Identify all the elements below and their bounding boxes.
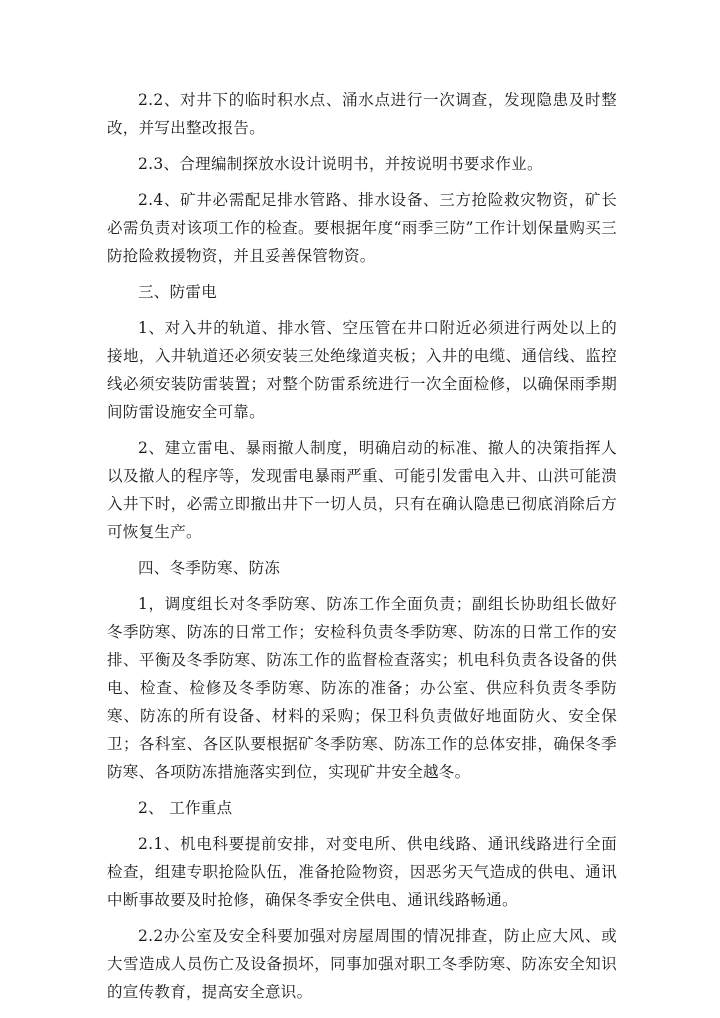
paragraph-2-2: 2.2、对井下的临时积水点、涌水点进行一次调查，发现隐患及时整改，并写出整改报告。 [107, 91, 617, 137]
paragraph-key-work-2-2: 2.2办公室及安全科要加强对房屋周围的情况排查，防止应大风、或大雪造成人员伤亡及设备损坏，同事加强对职工冬季防寒、防冻安全知识的宣传教育，提高安全意识。 [107, 927, 617, 1001]
document-body [107, 86, 617, 1014]
paragraph-lightning-2: 2、建立雷电、暴雨撤人制度，明确启动的标准、撤人的决策指挥人以及撤人的程序等，发现雷电暴雨严重、可能引发雷电入井、山洪可能溃入井下时，必需立即撤出井下一切人员，只有在确认隐患已彻底消除后方可恢复生产。 [107, 439, 617, 541]
paragraph-2-4: 2.4、矿井必需配足排水管路、排水设备、三方抢险救灾物资，矿长必需负责对该项工作的检查。要根据年度“雨季三防”工作计划保量购买三防抢险救援物资，并且妥善保管物资。 [107, 191, 617, 265]
section-heading-lightning: 三、防雷电 [138, 283, 218, 301]
subheading-key-work: 2、 工作重点 [138, 799, 233, 817]
paragraph-key-work-2-1: 2.1、机电科要提前安排，对变电所、供电线路、通讯线路进行全面检查，组建专职抢险队伍，准备抢险物资，因恶劣天气造成的供电、通讯中断事故要及时抢修，确保冬季安全供电、通讯线路畅通。 [107, 835, 617, 909]
paragraph-lightning-1: 1、对入井的轨道、排水管、空压管在井口附近必须进行两处以上的接地，入井轨道还必须安装三处绝缘道夹板；入井的电缆、通信线、监控线必须安装防雷装置；对整个防雷系统进行一次全面检修，以确保雨季期间防雷设施安全可靠。 [107, 319, 617, 421]
paragraph-2-3: 2.3、合理编制探放水设计说明书，并按说明书要求作业。 [138, 155, 543, 173]
section-heading-winter: 四、冬季防寒、防冻 [138, 559, 281, 577]
paragraph-winter-1: 1，调度组长对冬季防寒、防冻工作全面负责；副组长协助组长做好冬季防寒、防冻的日常工作；安检科负责冬季防寒、防冻的日常工作的安排、平衡及冬季防寒、防冻工作的监督检查落实；机电科负责各设备的供电、检查、检修及冬季防寒、防冻的准备；办公室、供应科负责冬季防寒、防冻的所有设备、材料的采购；保卫科负责做好地面防火、安全保卫；各科室、各区队要根据矿冬季防寒、防冻工作的总体安排，确保冬季防寒、各项防冻措施落实到位，实现矿井安全越冬。 [107, 595, 617, 781]
